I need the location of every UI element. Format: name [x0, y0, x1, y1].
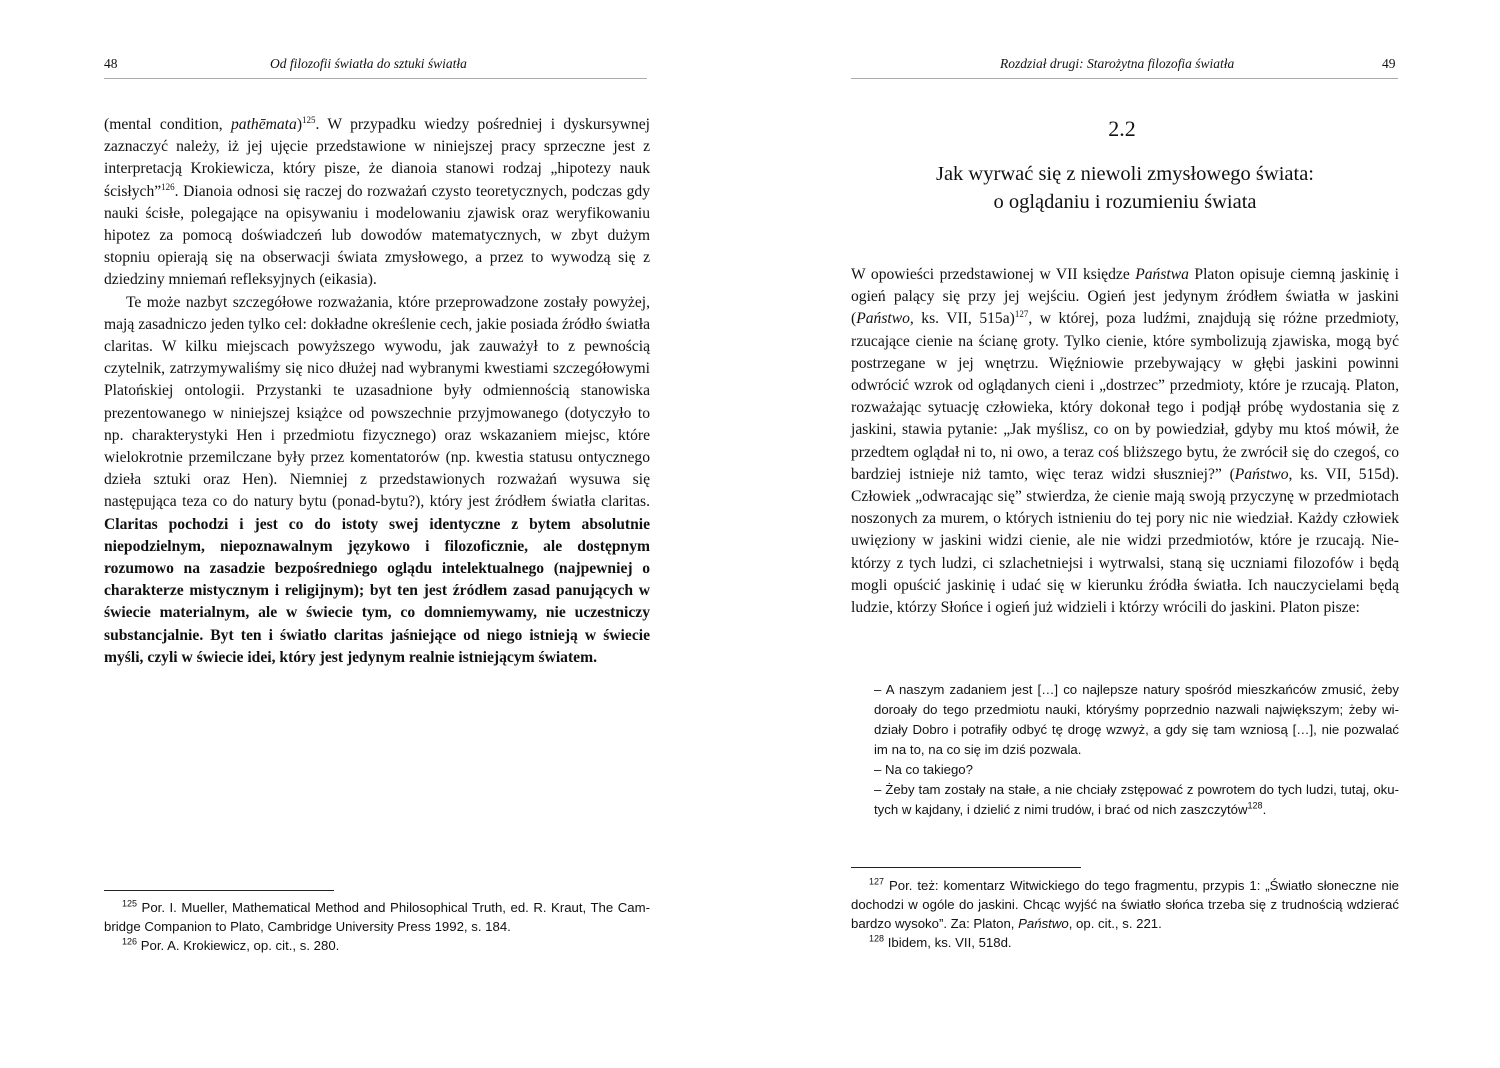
footnotes — [851, 876, 1399, 952]
footnote-ref: 127 — [1014, 309, 1029, 320]
page-number: 48 — [104, 56, 118, 71]
bold-thesis: Claritas pochodzi i jest co do istoty swej identyczne z bytem absolutnie niepodzielnym, niepoznawalnym językowo i filozoficznie, ale dostępnym rozumowo na zasadzie bezpośredniego oglądu intelektualnego (najpewniej o charakterze mistycznym i religijnym); byt ten jest źródłem zasad panujących w świecie materialnym, ale w świecie tym, co domniemywamy, nie uczestniczy substancjalnie. Byt ten i światło claritas jaśniejące od niego istnieją w świecie myśli, czyli w świecie idei, który jest jedynym realnie istniejącym światem. — [104, 515, 650, 666]
footnote-rule — [104, 890, 334, 891]
paragraph: W opowieści przedstawionej w VII księdze Państwa Platon opisuje ciemną jaskinię i ogień palący się przy jej wejściu. Ogień jest jedynym źródłem światła w jaskini (Państwo, ks. VII, 515a)$^{127}$, w której, poza ludźmi, znajdują się różne przedmioty, rzucające cienie na ścianę groty. Tylko cienie, które symbolizują zjawiska, mogą być postrzegane w jej wnętrzu. Więźniowie przebywający w głębi jaskini powinni odwrócić wzrok od oglądanych cieni i „dostrzec” przedmioty, które je rzucają. Platon, rozważając sytuację człowieka, który dokonał tego i podjął próbę wydostania się z jaskini, stawia pytanie: „Jak myślisz, co on by powiedział, gdyby mu ktoś mówił, że przedtem oglądał ni to, ni owo, a teraz coś bliższego bytu, że zwrócił się do czegoś, co bardziej istnieje niż tamto, więc teraz widzi słuszniej?” (Państwo, ks. VII, 515d). Człowiek „odwracając się” stwierdza, że cienie mają swoją przyczynę w przedmiotach noszonych za murem, o których istnieniu do tej pory nic nie wiedział. Każdy człowiek uwięziony w jaskini widzi cienie, ale nie widzi przedmiotów, które je rzucają. Niektórzy z tych ludzi, ci szlachetniejsi i wytrwalsi, staną się uczniami filozofów i będą mogli opuścić jaskinię i udać się w kierunku źródła światła. Ich nauczycielami będą ludzie, którzy Słońce i ogień już widzieli i którzy wrócili do jaskini. Platon pisze: — [851, 266, 1399, 617]
footnote: $^{127}$ Por. też: komentarz Witwickiego do tego fragmentu, przypis 1: „Światło słoneczne nie dochodzi w ogóle do jaskini. Chcąc wyjść na światło słońca trzeba się z trudnością wdzierać bardzo wysoko”. Za: Platon, Państwo, op. cit., s. 221. — [851, 876, 1399, 931]
footnote: $^{126}$ Por. A. Krokiewicz, op. cit., s. 280. — [122, 936, 340, 953]
body-text — [851, 264, 1399, 619]
page-number: 49 — [1382, 56, 1396, 71]
footnote-ref: 125 — [302, 114, 316, 125]
paragraph: (mental condition, pathēmata)$^{125}$. W przypadku wiedzy pośredniej i dyskursywnej zaznaczyć należy, iż jej ujęcie przedstawione w niniejszej pracy sprzeczne jest z interpretacją Krokiewicza, który pisze, że dianoia stanowi rodzaj „hipotezy nauk ścisłych”$^{126}$. Dianoia odnosi się raczej do rozważań czysto teoretycznych, podczas gdy nauki ścisłe, polegające na opisywaniu i modelowaniu zjawisk oraz weryfikowaniu hipotez za pomocą doświadczeń lub dowodów matematycznych, w zbyt dużym stopniu opierają się na obserwacji świata zmysłowego, a przez to wywodzą się z dziedziny mniemań refleksyjnych (eikasia). — [104, 114, 650, 289]
footnote-ref: 128 — [1247, 800, 1263, 811]
header-rule — [851, 78, 1398, 79]
block-quote: – A naszym zadaniem jest […] co najlepsze natury spośród mieszkańców zmusić, żeby doroały do tego przedmiotu nauki, któryśmy poprzednio nazwali największym; żeby widziały Dobro i potrafiły odbyć tę drogę wzwyż, a gdy się tam wzniosą […], nie pozwalać im na to, na co się im dziś pozwala. – Na co takiego? – Żeby tam zostały na stałe, a nie chciały zstępować z powrotem do tych ludzi, tutaj, okutych w kajdany, i dzielić z nimi trudów, i brać od nich zaszczytów$^{128}$. — [874, 682, 1399, 817]
running-head: Rozdział drugi: Starożytna filozofia światła — [1000, 56, 1235, 71]
header-rule — [104, 78, 647, 79]
section-number: 2.2 — [1108, 116, 1136, 141]
running-head: Od filozofii światła do sztuki światła — [270, 56, 467, 71]
body-text — [104, 114, 650, 669]
paragraph: Te może nazbyt szczegółowe rozważania, które przeprowadzone zostały powyżej, mają zasadniczo jeden tylko cel: dokładne określenie cech, jakie posiada źródło światła claritas. W kilku miejscach powyższego wywodu, jak zauważył to z pewnością czytelnik, zatrzymywaliśmy się nico dłużej nad wybranymi kwestiami szczegółowymi Platońskiej ontologii. Przystanki te uzasadnione były odmiennością stanowiska prezentowanego w niniejszej książce od powszechnie przyjmowanego (dotyczyło to np. charakterystyki Hen i przedmiotu fizycznego) oraz wskazaniem miejsc, które wielokrotnie przemilczane były przez komentatorów (np. kwestia statusu ontycznego dzieła sztuki oraz Hen). Niemniej z przedstawionych rozważań wysuwa się następująca teza co do natury bytu (ponad-bytu?), który jest źródłem światła claritas. Claritas pochodzi i jest co do istoty swej identyczne z bytem absolutnie niepodzielnym, niepoznawalnym językowo i filozoficznie, ale dostępnym rozumowo na zasadzie bezpośredniego oglądu intelektualnego (najpewniej o charakterze mistycznym i religijnym); byt ten jest źródłem zasad panujących w świecie materialnym, ale w świecie tym, co domniemywamy, nie uczestniczy substancjalnie. Byt ten i światło claritas jaśniejące od niego istnieją w świecie myśli, czyli w świecie idei, który jest jedynym realnie istniejącym światem. — [104, 293, 650, 666]
footnote-ref: 126 — [161, 181, 175, 192]
footnotes — [104, 898, 650, 955]
footnote: $^{128}$ Ibidem, ks. VII, 518d. — [869, 933, 1012, 950]
footnote-rule — [851, 867, 1081, 868]
footnote: $^{125}$ Por. I. Mueller, Mathematical Method and Philosophical Truth, ed. R. Kraut, The Cambridge Companion to Plato, Cambridge University Press 1992, s. 184. — [104, 898, 650, 934]
right-page — [750, 0, 1500, 1068]
section-title: Jak wyrwać się z niewoli zmysłowego świata: o oglądaniu i rozumieniu świata — [935, 163, 1314, 213]
